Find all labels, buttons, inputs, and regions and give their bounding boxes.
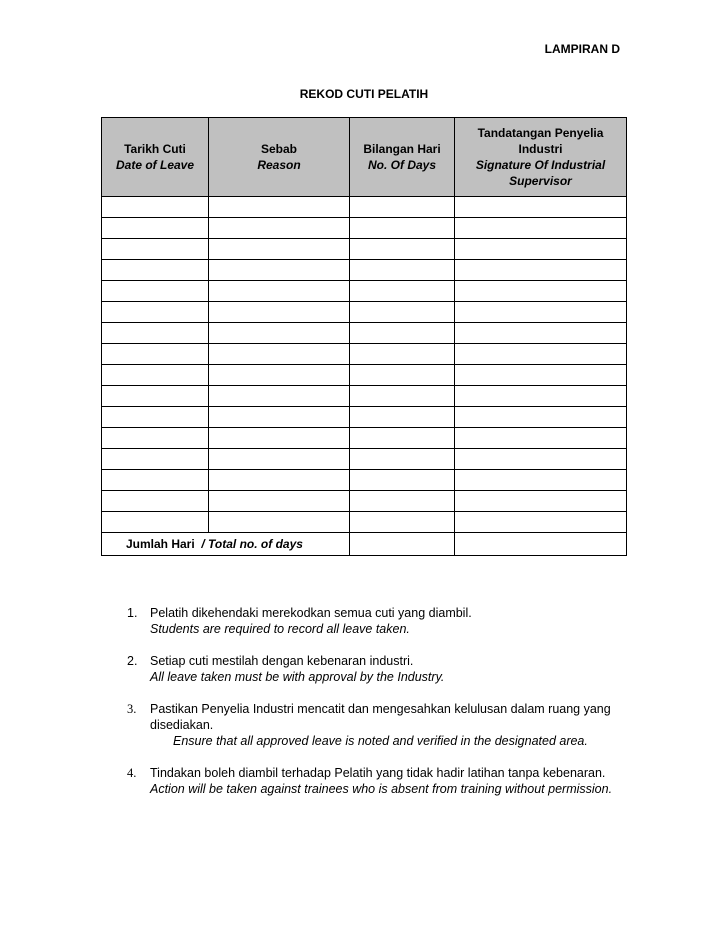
table-row xyxy=(102,470,627,491)
days-cell[interactable] xyxy=(350,491,455,512)
column-header-signature-ms: Tandatangan Penyelia Industri xyxy=(477,126,604,156)
reason-cell[interactable] xyxy=(209,281,350,302)
reason-cell[interactable] xyxy=(209,407,350,428)
table-row xyxy=(102,260,627,281)
reason-cell[interactable] xyxy=(209,260,350,281)
note-text-en: All leave taken must be with approval by the Industry. xyxy=(150,670,445,684)
signature-cell[interactable] xyxy=(455,365,627,386)
column-header-days-en: No. Of Days xyxy=(367,158,436,172)
table-row xyxy=(102,365,627,386)
table-row xyxy=(102,491,627,512)
signature-cell[interactable] xyxy=(455,323,627,344)
note-text-en: Students are required to record all leave taken. xyxy=(150,622,410,636)
date-cell[interactable] xyxy=(102,218,209,239)
table-row xyxy=(102,218,627,239)
column-header-days-ms: Bilangan Hari xyxy=(363,142,441,156)
days-cell[interactable] xyxy=(350,344,455,365)
reason-cell[interactable] xyxy=(209,386,350,407)
reason-cell[interactable] xyxy=(209,491,350,512)
table-row xyxy=(102,239,627,260)
reason-cell[interactable] xyxy=(209,239,350,260)
total-label-en: / Total no. of days xyxy=(201,537,303,551)
leave-record-table xyxy=(101,117,627,556)
column-header-days xyxy=(350,118,455,197)
reason-cell[interactable] xyxy=(209,365,350,386)
reason-cell[interactable] xyxy=(209,470,350,491)
page-title: REKOD CUTI PELATIH xyxy=(299,87,429,101)
note-number: 4. xyxy=(127,766,137,780)
days-cell[interactable] xyxy=(350,239,455,260)
signature-cell[interactable] xyxy=(455,218,627,239)
date-cell[interactable] xyxy=(102,197,209,218)
signature-cell[interactable] xyxy=(455,344,627,365)
date-cell[interactable] xyxy=(102,470,209,491)
note-number: 1. xyxy=(127,606,138,620)
days-cell[interactable] xyxy=(350,386,455,407)
table-row xyxy=(102,344,627,365)
note-number: 3. xyxy=(127,702,137,716)
note-text-ms: Pelatih dikehendaki merekodkan semua cuti yang diambil. xyxy=(150,606,472,620)
signature-cell[interactable] xyxy=(455,239,627,260)
reason-cell[interactable] xyxy=(209,512,350,533)
column-header-reason-en: Reason xyxy=(257,158,301,172)
date-cell[interactable] xyxy=(102,386,209,407)
reason-cell[interactable] xyxy=(209,344,350,365)
signature-cell[interactable] xyxy=(455,197,627,218)
date-cell[interactable] xyxy=(102,365,209,386)
signature-cell[interactable] xyxy=(455,386,627,407)
days-cell[interactable] xyxy=(350,470,455,491)
table-row xyxy=(102,449,627,470)
date-cell[interactable] xyxy=(102,344,209,365)
signature-cell[interactable] xyxy=(455,470,627,491)
table-row xyxy=(102,407,627,428)
date-cell[interactable] xyxy=(102,323,209,344)
reason-cell[interactable] xyxy=(209,449,350,470)
note-text-en: Ensure that all approved leave is noted and verified in the designated area. xyxy=(173,734,588,748)
date-cell[interactable] xyxy=(102,428,209,449)
total-row xyxy=(102,533,627,556)
signature-cell[interactable] xyxy=(455,512,627,533)
days-cell[interactable] xyxy=(350,407,455,428)
note-item xyxy=(127,701,619,749)
signature-cell[interactable] xyxy=(455,449,627,470)
reason-cell[interactable] xyxy=(209,428,350,449)
date-cell[interactable] xyxy=(102,302,209,323)
appendix-label: LAMPIRAN D xyxy=(544,42,620,56)
date-cell[interactable] xyxy=(102,491,209,512)
note-text-ms: Pastikan Penyelia Industri mencatit dan mengesahkan kelulusan dalam ruang yang disediakan. xyxy=(150,702,611,732)
notes-list xyxy=(127,605,619,813)
days-cell[interactable] xyxy=(350,449,455,470)
reason-cell[interactable] xyxy=(209,323,350,344)
date-cell[interactable] xyxy=(102,260,209,281)
table-header-row xyxy=(102,118,627,197)
note-item xyxy=(127,653,619,685)
table-row xyxy=(102,323,627,344)
days-cell[interactable] xyxy=(350,281,455,302)
date-cell[interactable] xyxy=(102,407,209,428)
total-label-ms: Jumlah Hari xyxy=(126,537,195,551)
column-header-date xyxy=(102,118,209,197)
table-row xyxy=(102,281,627,302)
note-item xyxy=(127,765,619,797)
table-row xyxy=(102,512,627,533)
days-cell[interactable] xyxy=(350,365,455,386)
reason-cell[interactable] xyxy=(209,197,350,218)
table-row xyxy=(102,428,627,449)
column-header-reason xyxy=(209,118,350,197)
signature-cell[interactable] xyxy=(455,428,627,449)
note-text-ms: Tindakan boleh diambil terhadap Pelatih yang tidak hadir latihan tanpa kebenaran. xyxy=(150,766,606,780)
table-row xyxy=(102,386,627,407)
column-header-signature-en: Signature Of Industrial Supervisor xyxy=(475,158,606,188)
days-cell[interactable] xyxy=(350,323,455,344)
column-header-signature xyxy=(455,118,627,197)
days-cell[interactable] xyxy=(350,260,455,281)
signature-cell[interactable] xyxy=(455,281,627,302)
note-item xyxy=(127,605,619,637)
column-header-reason-ms: Sebab xyxy=(260,142,297,156)
signature-cell[interactable] xyxy=(455,302,627,323)
reason-cell[interactable] xyxy=(209,218,350,239)
date-cell[interactable] xyxy=(102,239,209,260)
note-number: 2. xyxy=(127,654,138,668)
total-label-cell xyxy=(102,533,350,556)
signature-cell[interactable] xyxy=(455,407,627,428)
days-cell[interactable] xyxy=(350,428,455,449)
column-header-date-ms: Tarikh Cuti xyxy=(124,142,186,156)
days-cell[interactable] xyxy=(350,512,455,533)
column-header-date-en: Date of Leave xyxy=(115,158,195,172)
note-text-ms: Setiap cuti mestilah dengan kebenaran industri. xyxy=(150,654,414,668)
date-cell[interactable] xyxy=(102,512,209,533)
reason-cell[interactable] xyxy=(209,302,350,323)
days-cell[interactable] xyxy=(350,197,455,218)
total-signature-cell[interactable] xyxy=(455,533,627,556)
table-row xyxy=(102,302,627,323)
date-cell[interactable] xyxy=(102,449,209,470)
date-cell[interactable] xyxy=(102,281,209,302)
total-days-cell[interactable] xyxy=(350,533,455,556)
table-row xyxy=(102,197,627,218)
signature-cell[interactable] xyxy=(455,491,627,512)
days-cell[interactable] xyxy=(350,302,455,323)
signature-cell[interactable] xyxy=(455,260,627,281)
days-cell[interactable] xyxy=(350,218,455,239)
note-text-en: Action will be taken against trainees who is absent from training without permission. xyxy=(150,782,613,796)
